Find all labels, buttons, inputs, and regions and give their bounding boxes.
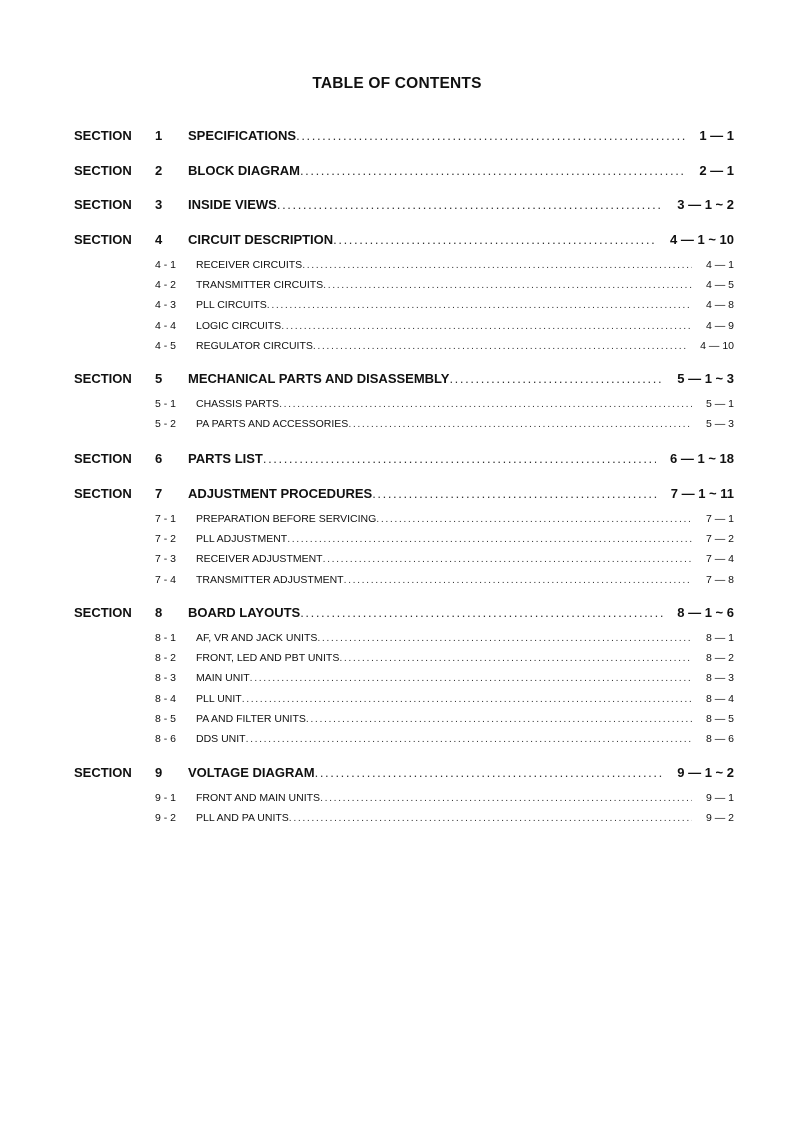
subsection-page: 4 — 8 [705,299,734,312]
toc-subsection-4-3[interactable] [0,298,794,316]
subsection-title-line [196,672,734,684]
section-label: SECTION [74,371,132,386]
section-page: 3 — 1 ~ 2 [677,197,734,212]
subsection-title: PLL UNIT [196,692,242,705]
section-label: SECTION [74,765,132,780]
dot-leader [281,320,692,332]
section-number: 4 [155,232,163,247]
section-title-line [188,605,734,620]
subsection-number: 7 - 1 [155,513,177,525]
toc-subsection-4-5[interactable] [0,339,794,357]
subsection-title-line [196,299,734,311]
section-title-line [188,163,734,178]
toc-subsection-7-1[interactable] [0,512,794,530]
toc-subsection-8-2[interactable] [0,651,794,669]
subsection-number: 7 - 4 [155,573,177,586]
section-title: PARTS LIST [188,451,263,466]
dot-leader [279,398,692,410]
dot-leader [300,163,685,178]
section-label: SECTION [74,232,132,247]
subsection-title: PREPARATION BEFORE SERVICING [196,513,377,525]
dot-leader [339,652,692,664]
toc-subsection-5-1[interactable] [0,397,794,415]
subsection-number: 7 - 3 [155,553,177,566]
subsection-title: PA PARTS AND ACCESSORIES [196,418,349,431]
subsection-title: CHASSIS PARTS [196,398,280,410]
subsection-number: 4 - 3 [155,299,177,312]
subsection-title: FRONT AND MAIN UNITS [196,792,321,804]
toc-section-6[interactable] [0,451,794,469]
subsection-page: 8 — 6 [705,733,734,745]
section-number: 7 [155,486,163,501]
dot-leader [323,553,692,565]
subsection-title: PLL ADJUSTMENT [196,533,288,546]
subsection-number: 8 - 5 [155,712,177,725]
dot-leader [449,371,663,386]
dot-leader [317,632,692,644]
subsection-page: 5 — 1 [705,398,734,410]
dot-leader [296,128,685,143]
toc-subsection-8-4[interactable] [0,692,794,710]
subsection-title: TRANSMITTER ADJUSTMENT [196,573,344,586]
section-page: 8 — 1 ~ 6 [677,605,734,620]
subsection-number: 5 - 2 [155,418,177,431]
subsection-number: 8 - 6 [155,733,177,745]
subsection-page: 4 — 9 [705,319,734,332]
section-title-line [188,486,734,501]
section-label: SECTION [74,451,132,466]
subsection-title-line [196,320,734,332]
subsection-title-line [196,398,734,410]
subsection-number: 5 - 1 [155,398,177,410]
subsection-title: RECEIVER ADJUSTMENT [196,553,323,566]
subsection-page: 8 — 3 [705,672,734,685]
dot-leader [302,259,692,271]
section-title-line [188,128,734,143]
subsection-title: REGULATOR CIRCUITS [196,339,313,352]
subsection-page: 7 — 8 [705,573,734,586]
subsection-page: 4 — 1 [705,259,734,271]
subsection-number: 4 - 1 [155,259,177,271]
subsection-number: 4 - 5 [155,339,177,352]
subsection-number: 4 - 2 [155,279,177,292]
section-label: SECTION [74,486,132,501]
dot-leader [306,713,692,725]
dot-leader [242,693,692,705]
subsection-page: 7 — 1 [705,513,734,525]
subsection-title: PLL CIRCUITS [196,299,267,312]
subsection-title-line [196,533,734,545]
subsection-title-line [196,340,734,352]
subsection-number: 9 - 1 [155,792,177,804]
section-title: BOARD LAYOUTS [188,605,301,620]
subsection-title: RECEIVER CIRCUITS [196,259,303,271]
section-number: 3 [155,197,163,212]
toc-section-7[interactable] [0,486,794,504]
section-page: 1 — 1 [699,128,734,143]
toc-section-8[interactable] [0,605,794,623]
section-page: 7 — 1 ~ 11 [670,486,734,501]
subsection-title-line [196,652,734,664]
section-number: 9 [155,765,163,780]
toc-subsection-8-3[interactable] [0,671,794,689]
section-number: 6 [155,451,163,466]
section-title: MECHANICAL PARTS AND DISASSEMBLY [188,371,450,386]
dot-leader [372,486,657,501]
subsection-title-line [196,418,734,430]
toc-subsection-7-2[interactable] [0,532,794,550]
section-label: SECTION [74,163,132,178]
subsection-page: 9 — 2 [705,812,734,825]
subsection-number: 4 - 4 [155,319,177,332]
subsection-title-line [196,279,734,291]
toc-section-1[interactable] [0,128,794,146]
subsection-page: 5 — 3 [705,418,734,431]
toc-subsection-9-2[interactable] [0,811,794,829]
section-page: 6 — 1 ~ 18 [670,451,734,466]
subsection-page: 7 — 4 [705,553,734,566]
subsection-title: PLL AND PA UNITS [196,812,289,825]
subsection-title: DDS UNIT [196,733,246,745]
section-page: 5 — 1 ~ 3 [677,371,734,386]
dot-leader [277,197,663,212]
subsection-number: 7 - 2 [155,533,177,546]
section-title-line [188,197,734,212]
toc-subsection-4-1[interactable] [0,258,794,276]
dot-leader [289,812,692,824]
dot-leader [267,299,692,311]
section-label: SECTION [74,605,132,620]
section-title-line [188,765,734,780]
toc-section-2[interactable] [0,163,794,181]
toc-subsection-7-3[interactable] [0,552,794,570]
subsection-page: 8 — 4 [705,692,734,705]
subsection-title-line [196,574,734,586]
section-title: ADJUSTMENT PROCEDURES [188,486,373,501]
section-label: SECTION [74,197,132,212]
toc-subsection-7-4[interactable] [0,573,794,591]
section-number: 8 [155,605,163,620]
section-title: BLOCK DIAGRAM [188,163,300,178]
dot-leader [300,605,663,620]
toc-section-3[interactable] [0,197,794,215]
subsection-page: 4 — 10 [700,339,734,352]
subsection-title-line [196,792,734,804]
subsection-title: AF, VR AND JACK UNITS [196,632,318,644]
dot-leader [348,418,692,430]
dot-leader [313,340,686,352]
section-title: VOLTAGE DIAGRAM [188,765,315,780]
section-page: 9 — 1 ~ 2 [677,765,734,780]
dot-leader [263,451,656,466]
toc-subsection-8-6[interactable] [0,732,794,750]
subsection-title-line [196,553,734,565]
toc-subsection-8-5[interactable] [0,712,794,730]
toc-section-4[interactable] [0,232,794,250]
section-title: INSIDE VIEWS [188,197,277,212]
subsection-title-line [196,259,734,271]
subsection-title: PA AND FILTER UNITS [196,712,306,725]
dot-leader [246,733,692,745]
subsection-number: 8 - 2 [155,652,177,665]
section-title: CIRCUIT DESCRIPTION [188,232,334,247]
subsection-title: FRONT, LED AND PBT UNITS [196,652,340,665]
toc-subsection-8-1[interactable] [0,631,794,649]
subsection-title-line [196,632,734,644]
subsection-title-line [196,713,734,725]
toc-subsection-4-4[interactable] [0,319,794,337]
toc-subsection-5-2[interactable] [0,417,794,435]
dot-leader [287,533,692,545]
section-number: 2 [155,163,163,178]
section-page: 2 — 1 [699,163,734,178]
subsection-title-line [196,733,734,745]
toc-subsection-4-2[interactable] [0,278,794,296]
subsection-page: 8 — 5 [705,712,734,725]
dot-leader [315,765,664,780]
dot-leader [323,279,692,291]
subsection-title-line [196,513,734,525]
dot-leader [376,513,692,525]
section-number: 5 [155,371,163,386]
subsection-number: 8 - 1 [155,632,177,644]
section-title-line [188,371,734,386]
section-title-line [188,451,734,466]
subsection-number: 8 - 3 [155,672,177,685]
dot-leader [344,574,692,586]
dot-leader [320,792,692,804]
section-title: SPECIFICATIONS [188,128,297,143]
section-label: SECTION [74,128,132,143]
toc-section-9[interactable] [0,765,794,783]
subsection-page: 9 — 1 [705,792,734,804]
subsection-page: 8 — 2 [705,652,734,665]
page-title: TABLE OF CONTENTS [312,75,482,92]
subsection-title: MAIN UNIT [196,672,250,685]
subsection-number: 9 - 2 [155,812,177,825]
section-page: 4 — 1 ~ 10 [670,232,734,247]
subsection-page: 8 — 1 [705,632,734,644]
subsection-page: 7 — 2 [705,533,734,546]
dot-leader [250,672,692,684]
section-title-line [188,232,734,247]
toc-subsection-9-1[interactable] [0,791,794,809]
subsection-title: TRANSMITTER CIRCUITS [196,279,324,292]
dot-leader [333,232,656,247]
subsection-number: 8 - 4 [155,692,177,705]
subsection-page: 4 — 5 [705,279,734,292]
toc-section-5[interactable] [0,371,794,389]
subsection-title: LOGIC CIRCUITS [196,319,282,332]
subsection-title-line [196,812,734,824]
subsection-title-line [196,693,734,705]
section-number: 1 [155,128,163,143]
